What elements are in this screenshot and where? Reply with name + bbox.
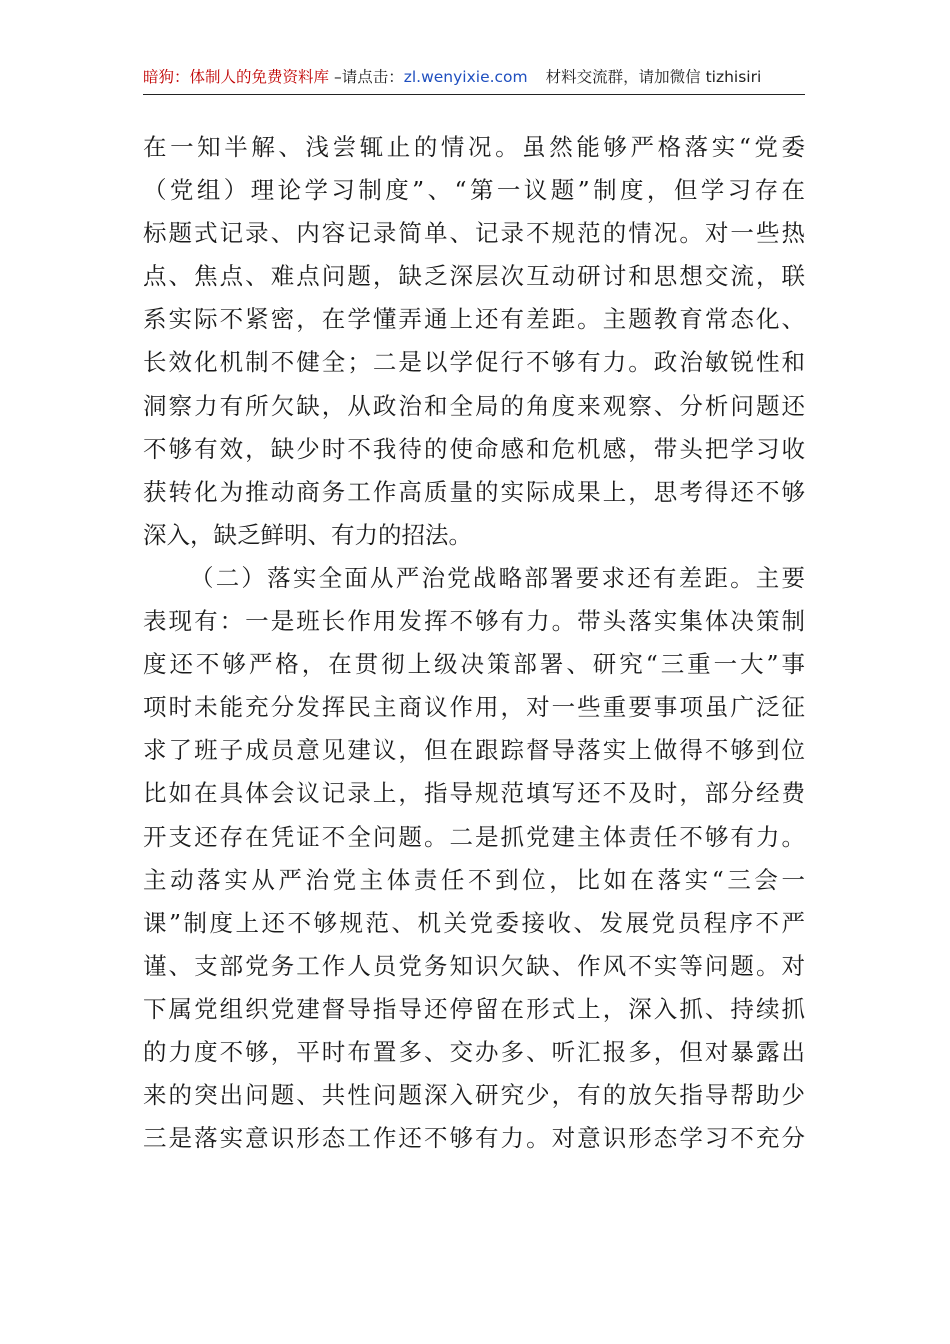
body-line: 下属党组织党建督导指导还停留在形式上，深入抓、持续抓	[143, 994, 805, 1023]
body-line: 度还不够严格，在贯彻上级决策部署、研究“三重一大”事	[143, 650, 805, 679]
body-line: 谨、支部党务工作人员党务知识欠缺、作风不实等问题。对	[143, 951, 805, 980]
body-line: 获转化为推动商务工作高质量的实际成果上，思考得还不够	[143, 477, 805, 506]
page-header	[143, 64, 805, 95]
header-brand: 暗狗：体制人的免费资料库	[143, 68, 330, 86]
document-body	[143, 126, 805, 1160]
section-heading-line: （二）落实全面从严治党战略部署要求还有差距。主要	[190, 563, 805, 592]
body-line: 不够有效，缺少时不我待的使命感和危机感，带头把学习收	[143, 434, 805, 463]
body-line: 课”制度上还不够规范、机关党委接收、发展党员程序不严	[143, 908, 805, 937]
body-line: 长效化机制不健全；二是以学促行不够有力。政治敏锐性和	[143, 348, 805, 377]
body-line: 的力度不够，平时布置多、交办多、听汇报多，但对暴露出	[143, 1037, 805, 1066]
body-line: 系实际不紧密，在学懂弄通上还有差距。主题教育常态化、	[143, 305, 805, 334]
body-line: 比如在具体会议记录上，指导规范填写还不及时，部分经费	[143, 779, 805, 808]
body-line: 开支还存在凭证不全问题。二是抓党建主体责任不够有力。	[143, 822, 805, 851]
body-line: 求了班子成员意见建议，但在跟踪督导落实上做得不够到位	[143, 736, 805, 765]
body-line: （党组）理论学习制度”、“第一议题”制度，但学习存在	[143, 176, 805, 205]
body-line: 表现有：一是班长作用发挥不够有力。带头落实集体决策制	[143, 607, 805, 636]
body-line: 来的突出问题、共性问题深入研究少，有的放矢指导帮助少	[143, 1081, 805, 1110]
header-prompt: –请点击：	[329, 68, 404, 86]
body-line: 深入，缺乏鲜明、有力的招法。	[143, 520, 472, 549]
body-line: 主动落实从严治党主体责任不到位，比如在落实“三会一	[143, 865, 805, 894]
body-line: 点、焦点、难点问题，缺乏深层次互动研讨和思想交流，联	[143, 262, 805, 291]
body-line: 标题式记录、内容记录简单、记录不规范的情况。对一些热	[143, 219, 805, 248]
body-line: 在一知半解、浅尝辄止的情况。虽然能够严格落实“党委	[143, 133, 805, 161]
header-wechat-note: 材料交流群，请加微信 tizhisiri	[545, 68, 762, 86]
body-line: 洞察力有所欠缺，从政治和全局的角度来观察、分析问题还	[143, 391, 805, 420]
header-link[interactable]: zl.wenyixie.com	[403, 68, 528, 86]
body-line: 三是落实意识形态工作还不够有力。对意识形态学习不充分	[143, 1124, 805, 1153]
body-line: 项时未能充分发挥民主商议作用，对一些重要事项虽广泛征	[143, 693, 805, 722]
